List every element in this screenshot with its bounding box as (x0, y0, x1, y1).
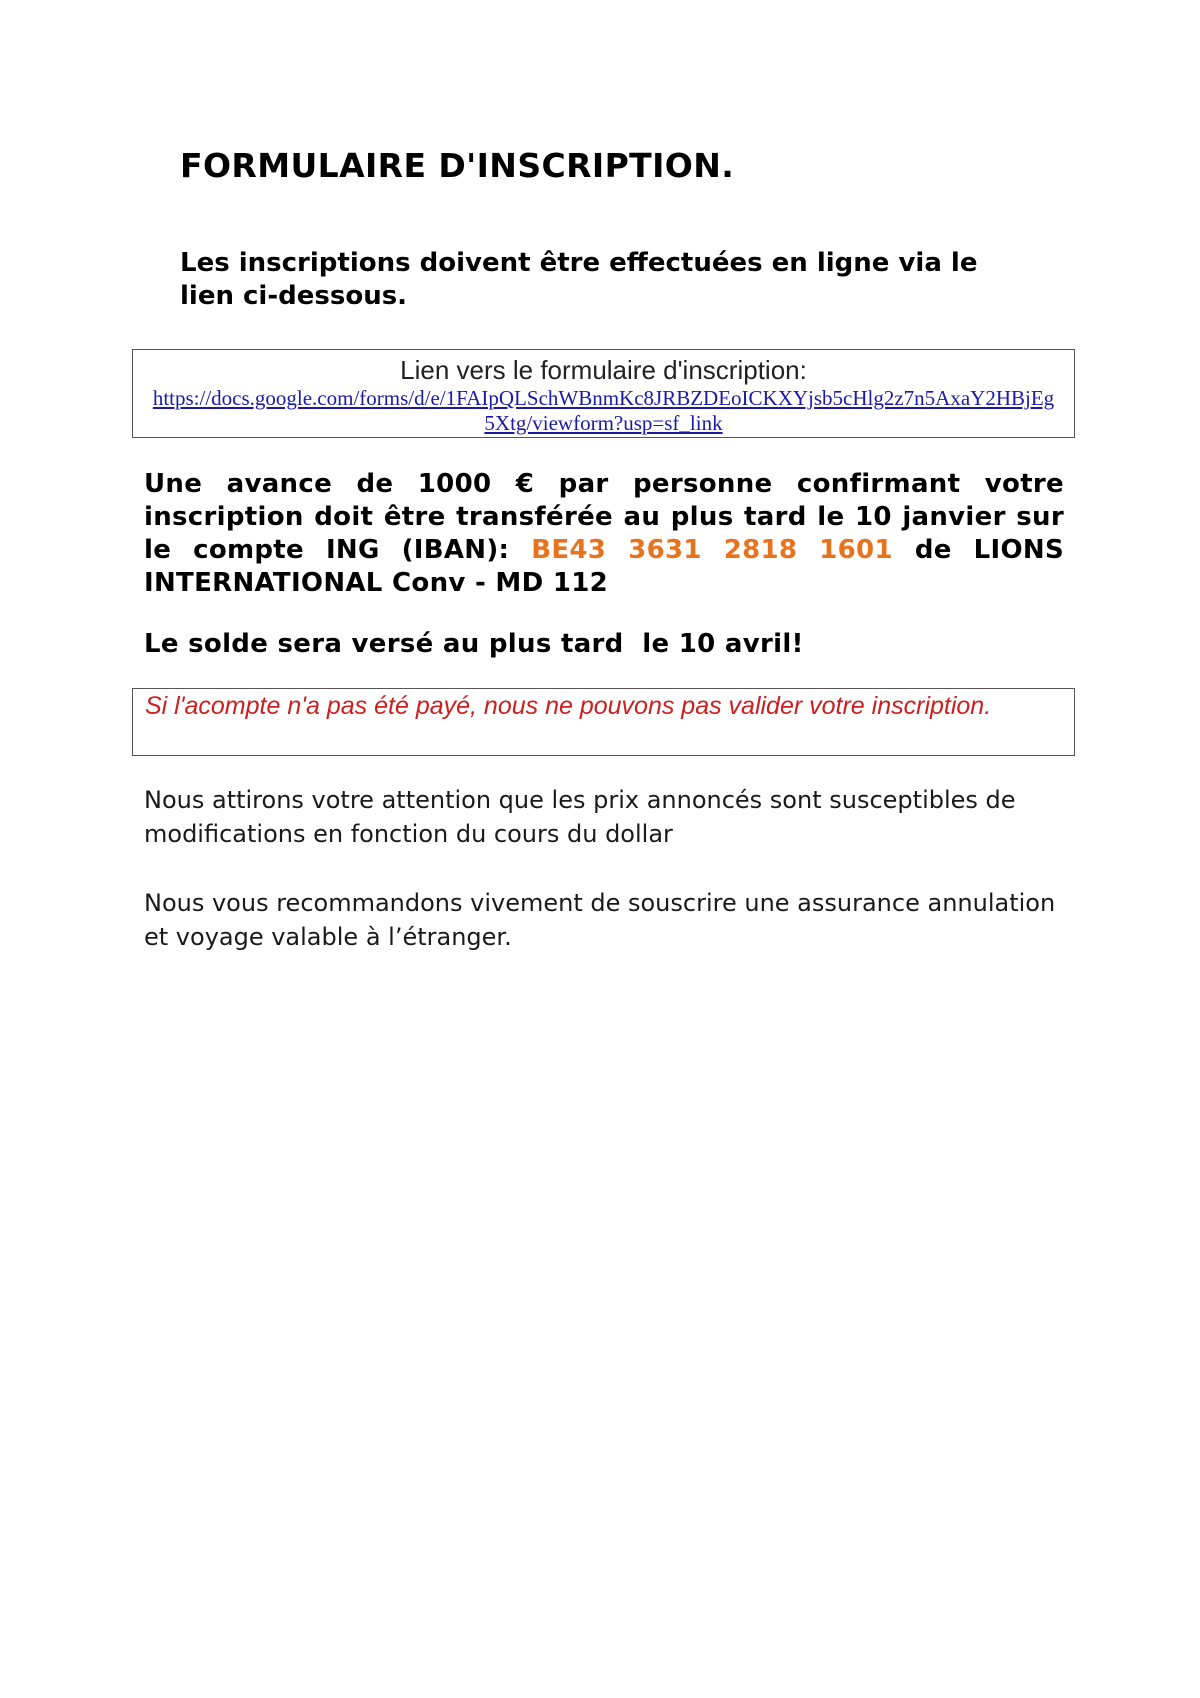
advance-text-before: Une avance de 1000 € par personne confirmant votre inscription doit être transférée au plus tard le 10 janvier sur le compte ING (IBAN): (144, 469, 1064, 565)
insurance-note: Nous vous recommandons vivement de souscrire une assurance annulation et voyage valable à l’étranger. (144, 889, 1056, 951)
balance-deadline-text: Le solde sera versé au plus tard le 10 avril! (144, 629, 804, 659)
intro-text: Les inscriptions doivent être effectuées en ligne via le lien ci-dessous. (180, 248, 978, 311)
currency-note: Nous attirons votre attention que les prix annoncés sont susceptibles de modifications en fonction du cours du dollar (144, 786, 1016, 848)
registration-link-box (132, 349, 1075, 438)
warning-box (132, 688, 1075, 756)
registration-form-link[interactable]: https://docs.google.com/forms/d/e/1FAIpQLSchWBnmKc8JRBZDEoICKXYjsb5cHlg2z7n5AxaY2HBjEg5Xtg/viewform?usp=sf_link (152, 386, 1055, 435)
warning-text: Si l'acompte n'a pas été payé, nous ne pouvons pas valider votre inscription. (145, 692, 992, 720)
page-title: FORMULAIRE D'INSCRIPTION. (180, 146, 735, 185)
link-label: Lien vers le formulaire d'inscription: (400, 355, 807, 385)
advance-text-after: de LIONS INTERNATIONAL Conv - MD 112 (144, 535, 1064, 598)
advance-payment-text (144, 468, 1064, 600)
iban-number: BE43 3631 2818 1601 (531, 535, 893, 565)
